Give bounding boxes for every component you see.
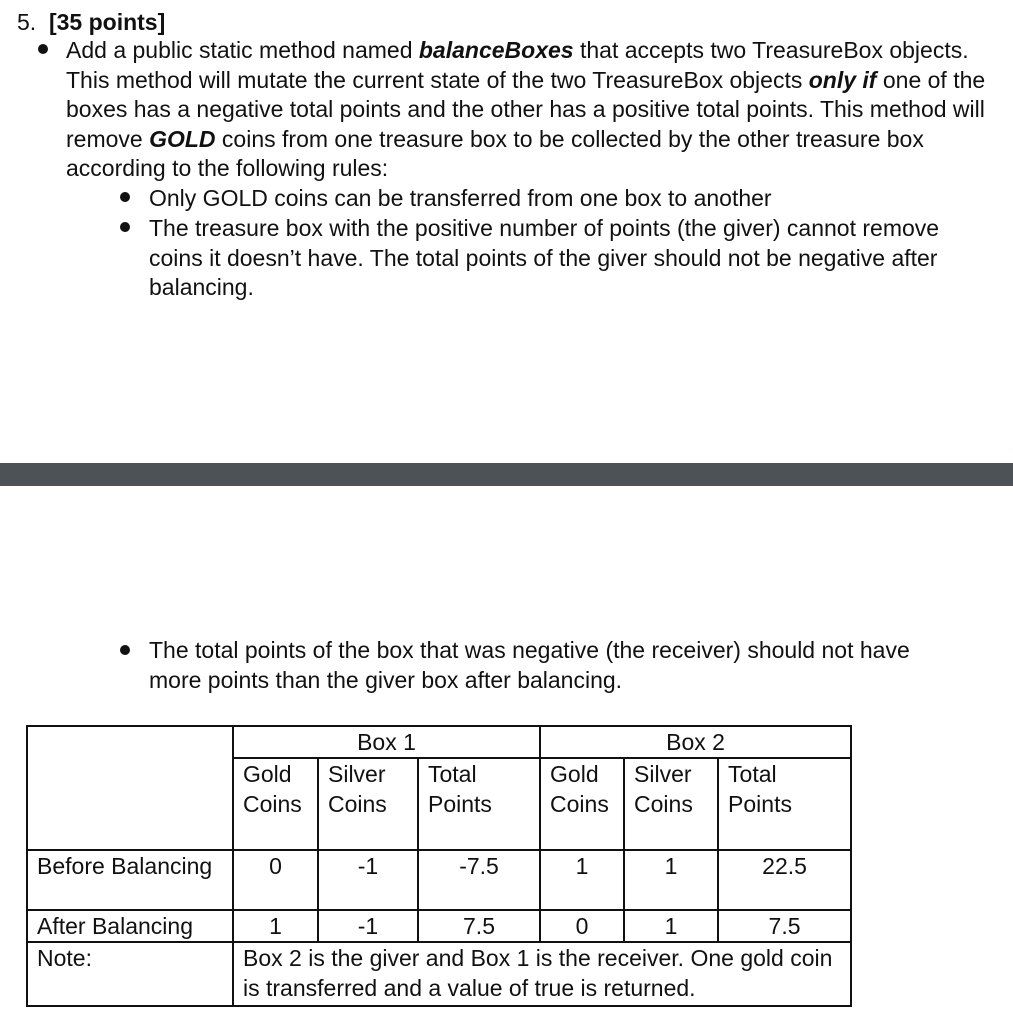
table-cell: -1 <box>318 910 418 942</box>
rule-item: Only GOLD coins can be transferred from one box to another <box>149 185 772 211</box>
rule-item: The treasure box with the positive number of points (the giver) cannot remove coins it doesn’t have. The total points of the giver should not be negative after balancing. <box>149 215 940 301</box>
bullet-text: one of the boxes has a negative total points and the other has a positive total points. This method will remove <box>66 66 986 152</box>
corner-cell <box>27 726 233 850</box>
table-row <box>27 942 851 1006</box>
col-header-silver: Silver Coins <box>318 758 418 850</box>
table-cell: 7.5 <box>418 910 540 942</box>
method-name: balanceBoxes <box>418 37 574 63</box>
box2-header: Box 2 <box>540 726 851 758</box>
table-cell: 1 <box>540 850 624 910</box>
question-points: [35 points] <box>48 9 166 35</box>
table-cell: -1 <box>318 850 418 910</box>
page-divider <box>0 463 1013 486</box>
rule-dot <box>120 645 130 655</box>
table-cell: 0 <box>233 850 318 910</box>
table-cell: 7.5 <box>718 910 851 942</box>
question-heading <box>17 8 165 38</box>
table-row <box>27 726 851 758</box>
note-text: Box 2 is the giver and Box 1 is the receiver. One gold coin is transferred and a value of true is returned. <box>233 942 851 1006</box>
col-header-gold: Gold Coins <box>540 758 624 850</box>
table-cell: 22.5 <box>718 850 851 910</box>
col-header-total: Total Points <box>418 758 540 850</box>
table-cell: 0 <box>540 910 624 942</box>
table-cell: 1 <box>233 910 318 942</box>
rule-dot <box>120 222 130 232</box>
bullet-main <box>66 36 986 184</box>
rule-item: The total points of the box that was negative (the receiver) should not have more points than the giver box after balancing. <box>149 637 910 693</box>
box1-header: Box 1 <box>233 726 540 758</box>
bullet-text: coins from one treasure box to be collected by the other treasure box according to the following rules: <box>66 125 924 182</box>
table-cell: -7.5 <box>418 850 540 910</box>
note-label: Note: <box>27 942 233 1006</box>
gold-emphasis: GOLD <box>149 125 216 152</box>
table-row <box>27 910 851 942</box>
col-header-gold: Gold Coins <box>233 758 318 850</box>
balancing-table <box>26 725 852 1007</box>
table-cell: 1 <box>624 850 718 910</box>
col-header-total: Total Points <box>718 758 851 850</box>
row-label: After Balancing <box>27 910 233 942</box>
only-if-emphasis: only if <box>808 66 877 93</box>
bullet-text: that accepts two TreasureBox objects. This method will mutate the current state of the two TreasureBox objects <box>66 37 969 93</box>
row-label: Before Balancing <box>27 850 233 910</box>
table-row <box>27 850 851 910</box>
rule-dot <box>120 192 130 202</box>
bullet-text: Add a public static method named <box>66 37 419 63</box>
bullet-dot <box>38 44 48 54</box>
question-number: 5. <box>17 9 37 35</box>
col-header-silver: Silver Coins <box>624 758 718 850</box>
table-cell: 1 <box>624 910 718 942</box>
